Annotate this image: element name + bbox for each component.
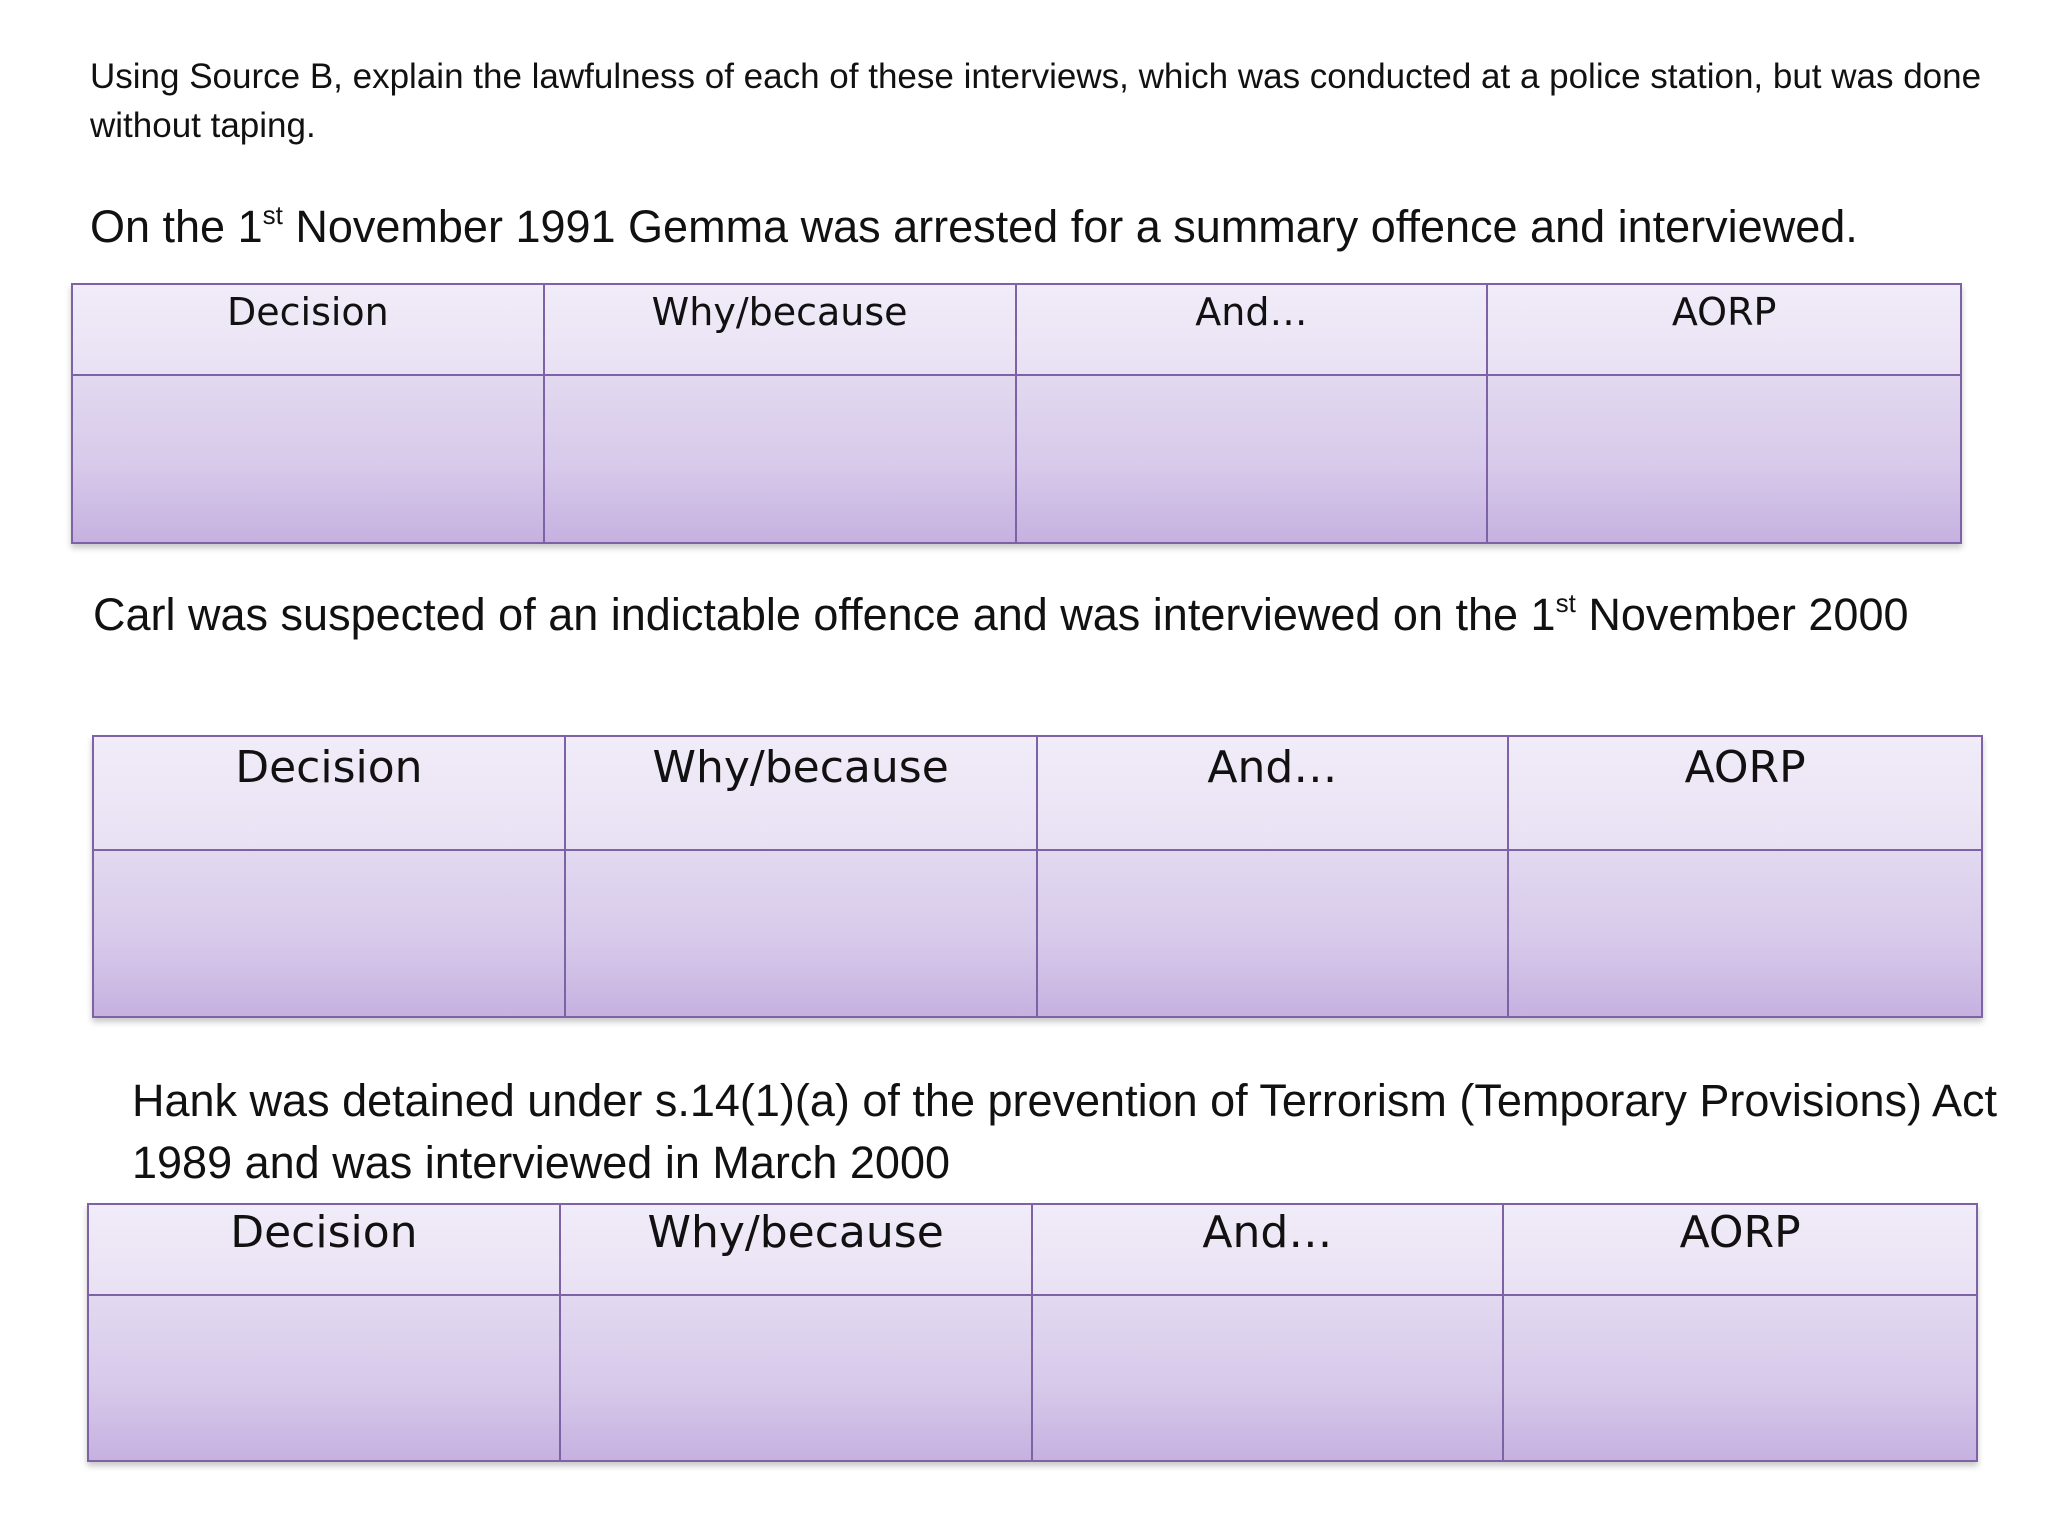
aorp-cell[interactable] bbox=[1488, 376, 1960, 542]
header-decision: Decision bbox=[94, 737, 566, 851]
why-because-cell[interactable] bbox=[545, 376, 1017, 542]
header-aorp: AORP bbox=[1509, 737, 1981, 851]
decision-cell[interactable] bbox=[89, 1296, 561, 1460]
scenario-1-superscript: st bbox=[262, 200, 283, 230]
header-why-because: Why/because bbox=[566, 737, 1038, 851]
header-and: And… bbox=[1038, 737, 1510, 851]
and-cell[interactable] bbox=[1017, 376, 1489, 542]
scenario-2-text-before: Carl was suspected of an indictable offence and was interviewed on the 1 bbox=[93, 589, 1556, 640]
scenario-2-text bbox=[93, 584, 1933, 646]
scenario-1-table bbox=[71, 283, 1962, 544]
and-cell[interactable] bbox=[1038, 851, 1510, 1016]
decision-cell[interactable] bbox=[94, 851, 566, 1016]
header-aorp: AORP bbox=[1504, 1205, 1976, 1296]
aorp-cell[interactable] bbox=[1509, 851, 1981, 1016]
header-aorp: AORP bbox=[1488, 285, 1960, 376]
scenario-1-text-before: On the 1 bbox=[90, 201, 263, 252]
and-cell[interactable] bbox=[1033, 1296, 1505, 1460]
decision-cell[interactable] bbox=[73, 376, 545, 542]
why-because-cell[interactable] bbox=[566, 851, 1038, 1016]
header-and: And… bbox=[1033, 1205, 1505, 1296]
header-why-because: Why/because bbox=[545, 285, 1017, 376]
header-and: And… bbox=[1017, 285, 1489, 376]
why-because-cell[interactable] bbox=[561, 1296, 1033, 1460]
scenario-3-table bbox=[87, 1203, 1978, 1462]
scenario-2-text-after: November 2000 bbox=[1575, 589, 1909, 640]
scenario-1-text bbox=[90, 196, 1990, 258]
header-decision: Decision bbox=[73, 285, 545, 376]
header-decision: Decision bbox=[89, 1205, 561, 1296]
scenario-2-superscript: st bbox=[1555, 588, 1576, 618]
scenario-2-table bbox=[92, 735, 1983, 1018]
scenario-1-text-after: November 1991 Gemma was arrested for a summary offence and interviewed. bbox=[282, 201, 1858, 252]
aorp-cell[interactable] bbox=[1504, 1296, 1976, 1460]
header-why-because: Why/because bbox=[561, 1205, 1033, 1296]
instructions: Using Source B, explain the lawfulness of each of these interviews, which was conducted at a police station, but was done without taping. bbox=[90, 57, 1982, 145]
scenario-3-text: Hank was detained under s.14(1)(a) of the prevention of Terrorism (Temporary Provisions) Act 1989 and was interviewed in March 2000 bbox=[132, 1075, 1997, 1188]
